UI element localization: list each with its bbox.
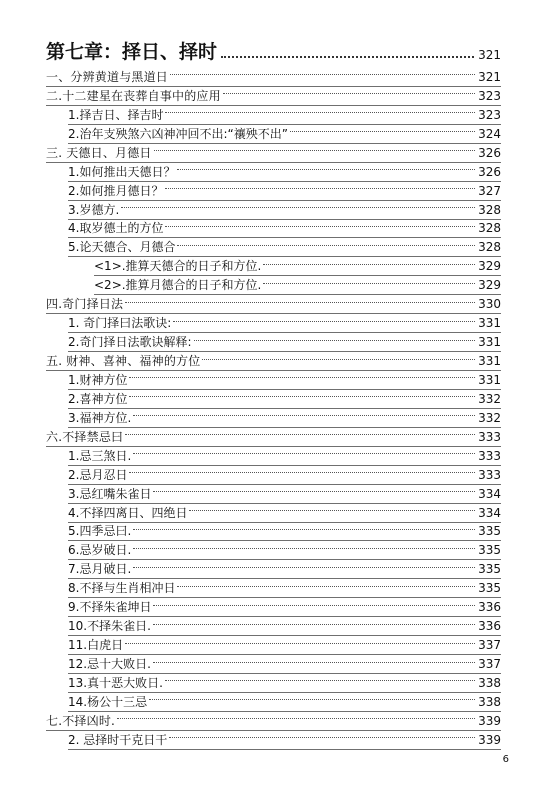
dot-leader [129,377,475,378]
dot-leader [173,321,475,322]
dot-leader [194,340,476,341]
page-number: 6 [502,754,509,765]
toc-entry-title: 1.忌三煞日. [68,448,132,463]
toc-entry-title: 三. 天德日、月德日 [46,145,152,160]
toc-entry-page: 333 [478,429,501,444]
toc-entry-page: 335 [478,581,501,596]
dot-leader [125,434,475,435]
chapter-page: 321 [478,48,501,62]
dot-leader [129,396,475,397]
toc-entry[interactable] [68,163,501,182]
toc-entry[interactable] [68,636,501,655]
toc-entry-page: 331 [478,354,501,369]
toc-entry-page: 324 [478,126,501,141]
dot-leader [133,415,475,416]
toc-entry-title: <2>.推算月德合的日子和方位. [94,278,262,293]
toc-entry[interactable] [68,125,501,144]
dot-leader [154,150,475,151]
toc-entry-page: 323 [478,107,501,122]
dot-leader [153,624,475,625]
dot-leader [153,605,475,606]
toc-entry-title: 五. 财神、喜神、福神的方位 [46,354,201,369]
toc-entry-page: 328 [478,221,501,236]
toc-entry-page: 333 [478,467,501,482]
toc-entry-title: 7.忌月破日. [68,562,132,577]
dot-leader [165,226,475,227]
toc-entry-page: 333 [478,448,501,463]
toc-entry-title: 2.喜神方位 [68,391,128,406]
toc-entry-title: 1.财神方位 [68,372,128,387]
toc-entry-page: 332 [478,391,501,406]
toc-entry[interactable] [46,68,501,87]
toc-entry-title: 12.忌十大败日. [68,657,151,672]
toc-entry-title: 六.不择禁忌曰 [46,429,124,444]
toc-entry-page: 337 [478,657,501,672]
dot-leader [177,586,475,587]
toc-entry-title: 1.择吉日、择吉时 [68,107,164,122]
toc-entry-page: 326 [478,145,501,160]
table-of-contents [46,68,501,750]
dot-leader [133,529,475,530]
dot-leader [177,169,475,170]
dot-leader [117,718,475,719]
toc-entry-page: 335 [478,562,501,577]
toc-entry[interactable] [68,693,501,712]
toc-entry[interactable] [68,106,501,125]
dot-leader [133,567,475,568]
toc-entry-title: <1>.推算天德合的日子和方位. [94,259,262,274]
toc-entry-title: 4.取岁德土的方位 [68,221,164,236]
toc-entry-title: 2.治年支殃煞六凶神冲回不出:“禳殃不出” [68,126,288,141]
toc-entry[interactable] [68,314,501,333]
toc-entry-title: 5.论天德合、月德合 [68,240,176,255]
toc-entry-page: 336 [478,600,501,615]
toc-entry[interactable] [68,201,501,220]
toc-entry-page: 326 [478,164,501,179]
toc-entry[interactable] [68,447,501,466]
dot-leader [223,93,475,94]
dot-leader [169,737,475,738]
toc-entry-page: 335 [478,524,501,539]
toc-entry-page: 321 [478,69,501,84]
toc-entry[interactable] [46,428,501,447]
toc-entry-page: 328 [478,240,501,255]
toc-entry-page: 336 [478,619,501,634]
dot-leader [189,510,475,511]
toc-entry[interactable] [46,712,501,731]
toc-entry[interactable] [68,220,501,239]
dot-leader [263,264,475,265]
toc-entry[interactable] [46,352,501,371]
toc-entry-page: 329 [478,278,501,293]
toc-entry-title: 14.杨公十三忌 [68,694,148,709]
dot-leader [165,188,475,189]
toc-entry-page: 331 [478,335,501,350]
toc-entry-title: 1. 奇门择曰法歌诀: [68,316,172,331]
toc-entry-page: 339 [478,713,501,728]
toc-entry-page: 334 [478,486,501,501]
toc-entry[interactable] [68,238,501,257]
dot-leader [133,453,475,454]
toc-entry-page: 323 [478,88,501,103]
dot-leader [221,56,474,58]
toc-entry[interactable] [94,276,501,295]
toc-entry-page: 332 [478,410,501,425]
toc-entry-title: 2.奇门择日法歌诀解释: [68,335,192,350]
dot-leader [177,245,475,246]
toc-entry[interactable] [68,674,501,693]
toc-entry[interactable] [68,560,501,579]
dot-leader [153,662,475,663]
dot-leader [149,699,475,700]
toc-entry-title: 3.忌红嘴朱雀日 [68,486,152,501]
toc-entry-title: 四.奇门择日法 [46,297,124,312]
toc-entry-title: 七.不择凶时. [46,713,116,728]
toc-entry-title: 2.忌月忍日 [68,467,128,482]
toc-entry[interactable] [68,409,501,428]
toc-entry[interactable] [68,371,501,390]
toc-entry-title: 一、分辨黄道与黑道日 [46,69,169,84]
dot-leader [165,680,475,681]
dot-leader [165,112,475,113]
toc-entry-page: 330 [478,297,501,312]
toc-entry-page: 338 [478,675,501,690]
toc-entry[interactable] [68,617,501,636]
dot-leader [290,131,475,132]
toc-entry-title: 10.不择朱雀日. [68,619,151,634]
toc-entry-title: 3.岁德方. [68,202,120,217]
toc-entry[interactable] [68,504,501,523]
dot-leader [129,472,475,473]
toc-entry-title: 2. 忌择时干克日干 [68,732,168,747]
dot-leader [121,207,475,208]
toc-entry-title: 5.四季忌曰. [68,524,132,539]
toc-entry-title: 4.不择四离日、四绝日 [68,505,188,520]
toc-entry-title: 9.不择朱雀坤日 [68,600,152,615]
toc-entry[interactable] [68,390,501,409]
toc-entry-page: 328 [478,202,501,217]
toc-entry-page: 327 [478,183,501,198]
toc-entry-title: 13.真十恶大败日. [68,675,163,690]
toc-entry[interactable] [68,485,501,504]
toc-entry-page: 335 [478,543,501,558]
chapter-heading[interactable] [46,36,501,64]
toc-entry[interactable] [46,295,501,314]
toc-entry[interactable] [68,598,501,617]
toc-entry-title: 二.十二建星在丧葬自事中的应用 [46,88,221,103]
chapter-title: 第七章：择日、择时 [46,41,218,63]
toc-entry-page: 334 [478,505,501,520]
toc-entry[interactable] [68,523,501,542]
toc-entry-page: 331 [478,372,501,387]
dot-leader [125,302,475,303]
toc-entry[interactable] [68,541,501,560]
toc-entry-title: 1.如何推出天德日？ [68,164,176,179]
toc-entry[interactable] [68,466,501,485]
toc-entry[interactable] [46,87,501,106]
dot-leader [202,359,475,360]
toc-entry[interactable] [46,144,501,163]
toc-entry-title: 6.忌岁破日. [68,543,132,558]
toc-entry-title: 3.福神方位. [68,410,132,425]
toc-entry-title: 11.白虎日 [68,638,124,653]
toc-entry-page: 331 [478,316,501,331]
toc-entry[interactable] [68,182,501,201]
toc-entry-title: 8.不择与生肖相冲日 [68,581,176,596]
toc-entry-title: 2.如何推月德日？ [68,183,164,198]
toc-entry[interactable] [68,731,501,750]
dot-leader [170,74,475,75]
toc-entry-page: 338 [478,694,501,709]
toc-entry-page: 339 [478,732,501,747]
toc-entry-page: 337 [478,638,501,653]
dot-leader [125,643,475,644]
toc-entry[interactable] [68,333,501,352]
toc-entry-page: 329 [478,259,501,274]
toc-entry[interactable] [94,257,501,276]
toc-entry[interactable] [68,655,501,674]
dot-leader [263,283,475,284]
dot-leader [153,491,475,492]
dot-leader [133,548,475,549]
toc-entry[interactable] [68,579,501,598]
